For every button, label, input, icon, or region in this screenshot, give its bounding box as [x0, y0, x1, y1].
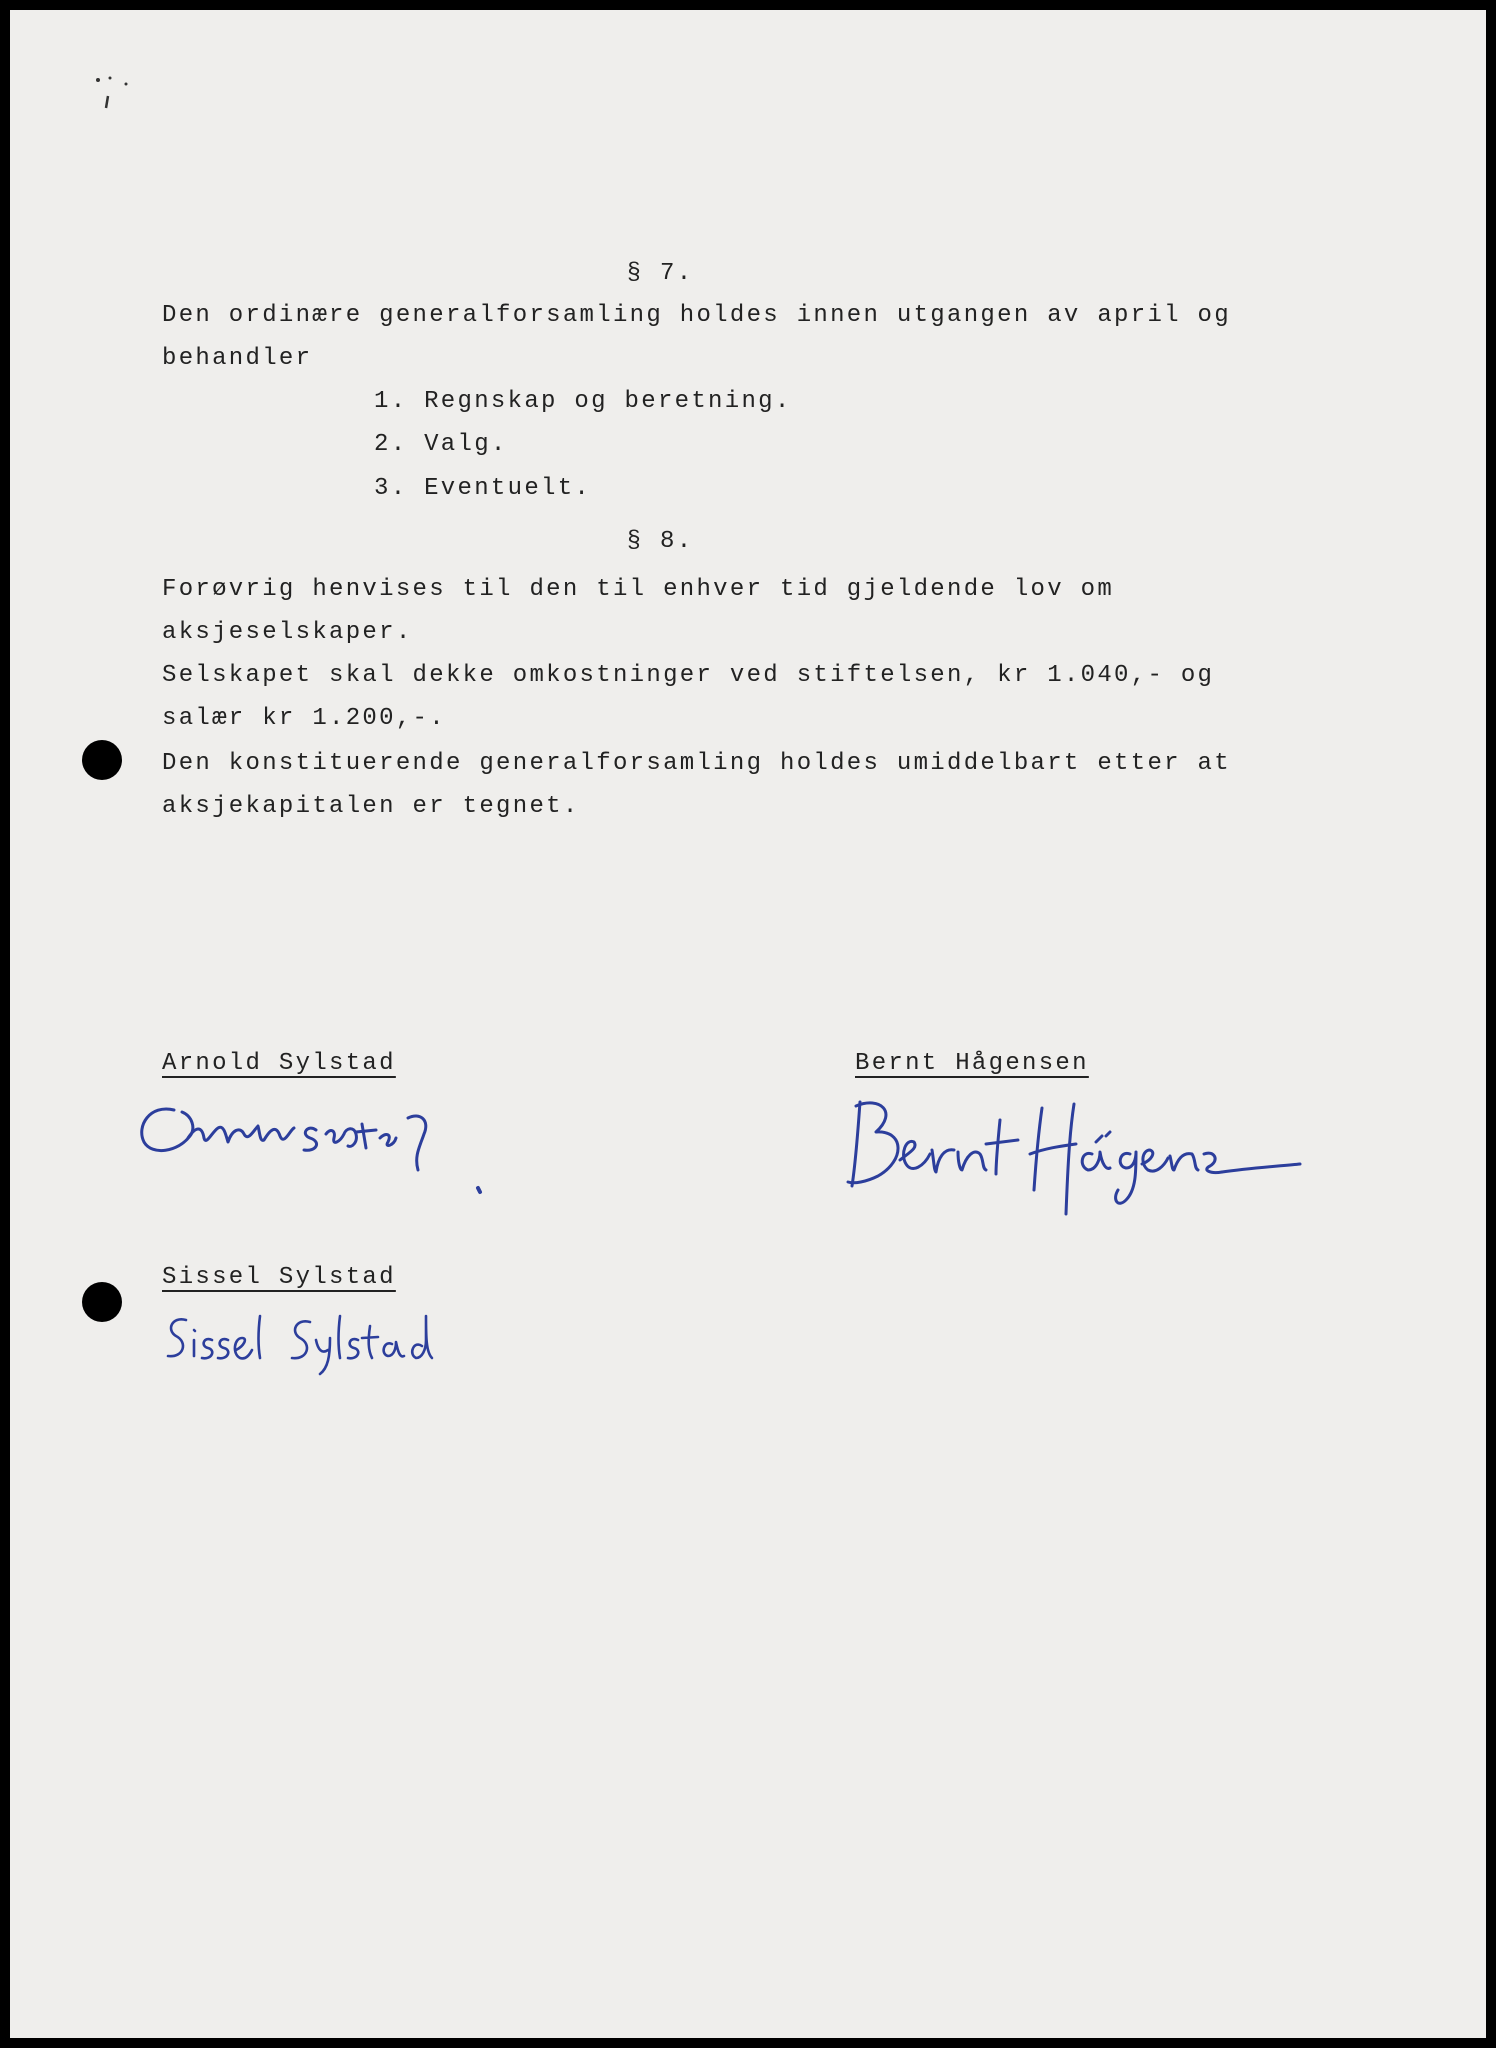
signature-bernt-handwriting — [830, 1090, 1310, 1220]
signature-name-bernt: Bernt Hågensen — [855, 1050, 1089, 1077]
section-8-line-6: aksjekapitalen er tegnet. — [162, 793, 580, 820]
section-8-line-1: Forøvrig henvises til den til enhver tid gjeldende lov om — [162, 576, 1115, 603]
agenda-item-2: 2. Valg. — [374, 431, 508, 458]
section-7-line-1: Den ordinære generalforsamling holdes innen utgangen av april og — [162, 302, 1231, 329]
signature-name-sissel: Sissel Sylstad — [162, 1264, 396, 1291]
signature-name-arnold: Arnold Sylstad — [162, 1050, 396, 1077]
punch-hole-upper — [82, 740, 122, 780]
agenda-item-1: 1. Regnskap og beretning. — [374, 388, 792, 415]
agenda-item-3: 3. Eventuelt. — [374, 475, 592, 502]
document-page — [10, 10, 1486, 2038]
section-7-heading: § 7. — [626, 260, 694, 287]
paper-specks — [90, 70, 170, 120]
punch-hole-lower — [82, 1282, 122, 1322]
section-7-line-2: behandler — [162, 345, 313, 372]
section-8-line-5: Den konstituerende generalforsamling holdes umiddelbart etter at — [162, 750, 1231, 777]
signature-sissel-handwriting — [160, 1310, 460, 1380]
section-8-line-4: salær kr 1.200,-. — [162, 705, 446, 732]
signature-arnold-handwriting — [130, 1090, 510, 1200]
section-8-line-3: Selskapet skal dekke omkostninger ved stiftelsen, kr 1.040,- og — [162, 662, 1215, 689]
section-8-heading: § 8. — [626, 528, 694, 555]
section-8-line-2: aksjeselskaper. — [162, 619, 413, 646]
